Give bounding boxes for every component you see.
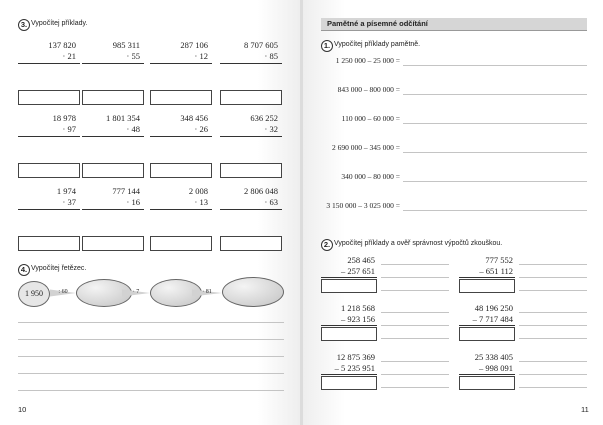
check-line[interactable] — [381, 290, 449, 291]
answer-box[interactable] — [82, 236, 144, 251]
check-line[interactable] — [519, 387, 587, 388]
answer-box[interactable] — [459, 327, 515, 341]
check-line[interactable] — [519, 277, 587, 278]
equation: 2 690 000 – 345 000 = — [332, 143, 400, 152]
answer-line[interactable] — [403, 210, 587, 211]
multiplicand: 18 978 — [52, 113, 76, 123]
answer-box[interactable] — [220, 236, 282, 251]
left-page — [0, 0, 300, 425]
subtrahend: – 5 235 951 — [334, 363, 375, 373]
minuend: 48 196 250 — [474, 303, 513, 313]
chain-op-3 — [192, 288, 222, 298]
answer-box[interactable] — [150, 236, 212, 251]
multiplier: · 12 — [194, 51, 208, 61]
section-header — [321, 18, 587, 31]
task-3-number: 3. — [18, 19, 30, 31]
equation: 340 000 – 80 000 = — [341, 172, 400, 181]
writing-line[interactable] — [18, 356, 284, 357]
answer-box[interactable] — [82, 163, 144, 178]
minuend: 25 338 405 — [474, 352, 513, 362]
multiplier: · 21 — [62, 51, 76, 61]
subtrahend: – 998 091 — [479, 363, 513, 373]
result-line — [82, 63, 144, 64]
answer-box[interactable] — [459, 376, 515, 390]
multiplicand: 1 801 354 — [106, 113, 140, 123]
equation: 1 250 000 – 25 000 = — [335, 56, 400, 65]
writing-line[interactable] — [18, 339, 284, 340]
task-2-title: Vypočítej příklady a ověř správnost výpočtů zkouškou. — [334, 240, 503, 247]
multiplier: · 13 — [194, 197, 208, 207]
page-number-left: 10 — [18, 405, 27, 414]
minuend: 12 875 369 — [336, 352, 375, 362]
check-line[interactable] — [519, 374, 587, 375]
multiplicand: 348 456 — [180, 113, 208, 123]
page-number-right: 11 — [581, 405, 589, 414]
result-line — [321, 374, 377, 375]
answer-line[interactable] — [403, 152, 587, 153]
check-line[interactable] — [381, 312, 449, 313]
minuend: 1 218 568 — [341, 303, 375, 313]
multiplier: · 63 — [264, 197, 278, 207]
minuend: 777 552 — [485, 255, 513, 265]
answer-box[interactable] — [150, 163, 212, 178]
multiplier: · 32 — [264, 124, 278, 134]
check-line[interactable] — [519, 325, 587, 326]
equation: 110 000 – 60 000 = — [341, 114, 400, 123]
multiplicand: 1 974 — [56, 186, 76, 196]
multiplicand: 777 144 — [112, 186, 140, 196]
writing-line[interactable] — [18, 322, 284, 323]
multiplier: · 37 — [62, 197, 76, 207]
answer-box[interactable] — [18, 90, 80, 105]
check-line[interactable] — [519, 338, 587, 339]
multiplier: · 26 — [194, 124, 208, 134]
answer-box[interactable] — [459, 279, 515, 293]
multiplier: · 97 — [62, 124, 76, 134]
answer-box[interactable] — [220, 163, 282, 178]
chain-op-1 — [50, 288, 76, 298]
minuend: 258 465 — [347, 255, 375, 265]
check-line[interactable] — [381, 361, 449, 362]
answer-line[interactable] — [403, 94, 587, 95]
task-2-number: 2. — [321, 239, 333, 251]
chain-start-value: 1 950 — [25, 289, 43, 298]
writing-line[interactable] — [18, 373, 284, 374]
check-line[interactable] — [519, 264, 587, 265]
result-line — [18, 63, 80, 64]
task-1-number: 1. — [321, 40, 333, 52]
subtrahend: – 257 651 — [341, 266, 375, 276]
multiplicand: 2 806 048 — [244, 186, 278, 196]
answer-box[interactable] — [321, 279, 377, 293]
answer-line[interactable] — [403, 181, 587, 182]
equation: 3 150 000 – 3 025 000 = — [326, 201, 400, 210]
result-line — [18, 209, 80, 210]
result-line — [150, 209, 212, 210]
multiplicand: 636 252 — [250, 113, 278, 123]
result-line — [459, 325, 515, 326]
multiplier: · 16 — [126, 197, 140, 207]
result-line — [150, 136, 212, 137]
result-line — [82, 209, 144, 210]
multiplicand: 8 707 605 — [244, 40, 278, 50]
check-line[interactable] — [381, 338, 449, 339]
chain-op-1-label: : 60 — [58, 289, 68, 295]
result-line — [82, 136, 144, 137]
result-line — [459, 277, 515, 278]
chain-start-bubble — [18, 281, 50, 307]
multiplicand: 287 106 — [180, 40, 208, 50]
section-title: Pamětné a písemné odčítání — [327, 19, 428, 28]
multiplier: · 48 — [126, 124, 140, 134]
chain-op-2 — [122, 288, 150, 298]
subtrahend: – 923 156 — [341, 314, 375, 324]
result-line — [459, 374, 515, 375]
answer-box[interactable] — [82, 90, 144, 105]
answer-box[interactable] — [321, 327, 377, 341]
result-line — [321, 277, 377, 278]
result-line — [220, 63, 282, 64]
result-line — [321, 325, 377, 326]
task-4-number: 4. — [18, 264, 30, 276]
answer-box[interactable] — [220, 90, 282, 105]
answer-box[interactable] — [321, 376, 377, 390]
chain-op-3-label: · 81 — [202, 289, 212, 295]
check-line[interactable] — [381, 277, 449, 278]
multiplicand: 985 311 — [112, 40, 140, 50]
answer-line[interactable] — [403, 123, 587, 124]
answer-box[interactable] — [18, 163, 80, 178]
answer-line[interactable] — [403, 65, 587, 66]
equation: 843 000 – 800 000 = — [337, 85, 400, 94]
multiplier: · 85 — [264, 51, 278, 61]
multiplicand: 2 008 — [188, 186, 208, 196]
chain-op-2-label: · 7 — [132, 289, 140, 295]
task-4-title: Vypočítej řetězec. — [31, 265, 87, 272]
task-1-title: Vypočítej příklady pamětně. — [334, 41, 421, 48]
answer-box[interactable] — [150, 90, 212, 105]
check-line[interactable] — [381, 387, 449, 388]
writing-line[interactable] — [18, 390, 284, 391]
result-line — [18, 136, 80, 137]
multiplicand: 137 820 — [48, 40, 76, 50]
subtrahend: – 651 112 — [479, 266, 513, 276]
check-line[interactable] — [519, 290, 587, 291]
check-line[interactable] — [381, 374, 449, 375]
chain-answer-box-3[interactable] — [222, 277, 284, 307]
check-line[interactable] — [381, 264, 449, 265]
multiplier: · 55 — [126, 51, 140, 61]
result-line — [150, 63, 212, 64]
result-line — [220, 209, 282, 210]
subtrahend: – 7 717 484 — [472, 314, 513, 324]
answer-box[interactable] — [18, 236, 80, 251]
task-3-title: Vypočítej příklady. — [31, 20, 88, 27]
right-page — [303, 0, 603, 425]
result-line — [220, 136, 282, 137]
check-line[interactable] — [519, 312, 587, 313]
check-line[interactable] — [519, 361, 587, 362]
check-line[interactable] — [381, 325, 449, 326]
